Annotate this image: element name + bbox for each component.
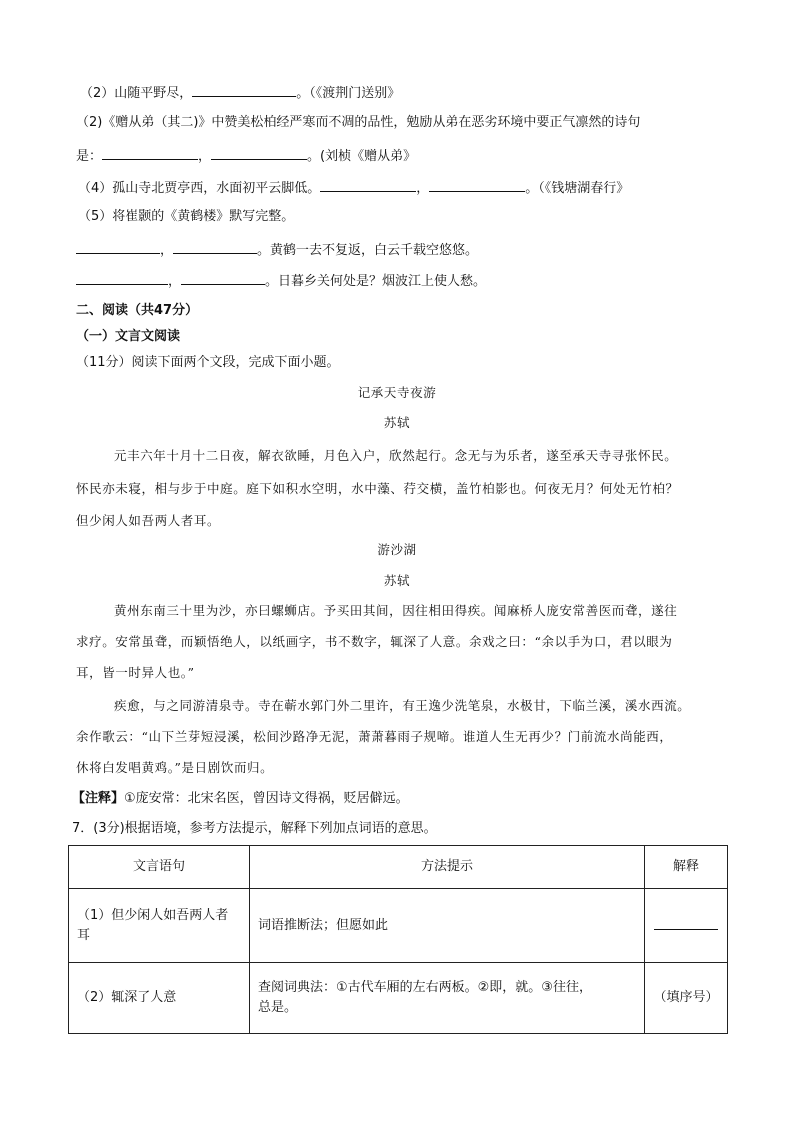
answer-blank[interactable]	[192, 82, 296, 97]
answer-blank[interactable]	[76, 270, 168, 285]
hint-cell	[250, 889, 645, 963]
q4-prefix: （4）孤山寺北贾亭西，水面初平云脚低。	[78, 181, 321, 196]
passage-2-line: 余作歌云：“山下兰芽短浸溪，松间沙路净无泥，萧萧暮雨子规啼。谁道人生无再少？门前流水尚能西，	[76, 729, 673, 744]
passage-2-line: 休将白发唱黄鸡。”是日剧饮而归。	[76, 760, 274, 775]
question-7-title: 7．(3分)根据语境，参考方法提示，解释下列加点词语的意思。	[72, 821, 437, 836]
answer-blank[interactable]	[654, 915, 718, 930]
answer-cell[interactable]	[645, 963, 728, 1034]
annotation-label: 【注释】	[72, 791, 125, 806]
table-row	[69, 963, 728, 1034]
sentence-text: 耳	[77, 927, 91, 943]
question-5-line-1	[76, 239, 478, 261]
passage-2-title: 游沙湖	[377, 542, 417, 557]
column-header: 方法提示	[250, 846, 645, 889]
table-row	[69, 889, 728, 963]
hint-text: 查阅词典法：①古代车厢的左右两板。②即，就。③往往，	[258, 980, 592, 995]
sentence-text: （1）但少闲人如吾两人者	[77, 907, 229, 923]
passage-1-line: 但少闲人如吾两人者耳。	[76, 513, 221, 528]
table-header-row	[69, 846, 728, 889]
q5-sep: ，	[168, 274, 182, 289]
q5-line1-suffix: 。黄鹤一去不复返，白云千载空悠悠。	[257, 243, 479, 258]
subsection-title: （一）文言文阅读	[76, 329, 181, 344]
section-title: 二、阅读（共47分）	[76, 303, 199, 318]
q2-suffix: 。（《渡荆门送别》	[296, 86, 401, 101]
annotation	[72, 789, 409, 809]
question-2-line	[80, 82, 400, 104]
passage-2-line: 黄州东南三十里为沙，亦曰螺蛳店。予买田其间，因往相田得疾。闻麻桥人庞安常善医而聋，遂往	[114, 603, 678, 618]
answer-blank[interactable]	[211, 145, 307, 160]
q3-sep: ，	[198, 149, 212, 164]
question-3-line-1: （2)《赠从弟（其二)》中赞美松柏经严寒而不凋的品性，勉励从弟在恶劣环境中要正气凛然的诗句	[76, 115, 641, 130]
passage-1-author: 苏轼	[383, 415, 411, 430]
passage-1-line: 元丰六年十月十二日夜，解衣欲睡，月色入户，欣然起行。念无与为乐者，遂至承天寺寻张怀民。	[114, 448, 678, 463]
sentence-cell	[69, 963, 250, 1034]
q5-line2-suffix: 。日暮乡关何处是？烟波江上使人愁。	[265, 274, 487, 289]
hint-text: 词语推断法；但愿如此	[258, 917, 389, 933]
passage-2-line: 耳，皆一时异人也。”	[76, 665, 195, 680]
passage-2-line: 求疗。安常虽聋，而颖悟绝人，以纸画字，书不数字，辄深了人意。余戏之曰：“余以手为口，君以眼为	[76, 634, 673, 649]
q4-suffix: 。（《钱塘湖春行》	[525, 181, 630, 196]
answer-blank[interactable]	[76, 239, 160, 254]
annotation-text: ①庞安常：北宋名医，曾因诗文得祸，贬居僻远。	[124, 791, 409, 806]
hint-cell	[250, 963, 645, 1034]
answer-blank[interactable]	[181, 270, 265, 285]
q3-prefix: 是：	[76, 149, 103, 164]
answer-blank[interactable]	[173, 239, 257, 254]
answer-hint: （填序号）	[653, 990, 719, 1005]
q2-prefix: （2）山随平野尽，	[80, 86, 193, 101]
column-header: 文言语句	[69, 846, 250, 889]
passage-1-line: 怀民亦未寝，相与步于中庭。庭下如积水空明，水中藻、荇交横，盖竹柏影也。何夜无月？何处无竹柏？	[76, 481, 679, 496]
passage-2-line: 疾愈，与之同游清泉寺。寺在蕲水郭门外二里许，有王逸少洗笔泉，水极甘，下临兰溪，溪水西流。	[114, 698, 691, 713]
question-3-line-2	[76, 145, 416, 167]
sentence-cell	[69, 889, 250, 963]
passage-2-author: 苏轼	[383, 573, 411, 588]
q5-sep: ，	[160, 243, 174, 258]
question-5-title: （5）将崔颢的《黄鹤楼》默写完整。	[78, 209, 295, 224]
hint-text: 总是。	[258, 1000, 298, 1015]
column-header: 解释	[645, 846, 728, 889]
answer-cell[interactable]	[645, 889, 728, 963]
q3-suffix: 。(刘桢《赠从弟》	[307, 149, 417, 164]
answer-blank[interactable]	[102, 145, 198, 160]
q4-sep: ，	[416, 181, 430, 196]
passage-1-title: 记承天寺夜游	[357, 385, 437, 400]
question-7-table	[68, 845, 728, 1034]
question-5-line-2	[76, 270, 486, 292]
answer-blank[interactable]	[320, 177, 416, 192]
question-4-line	[78, 177, 629, 199]
answer-blank[interactable]	[429, 177, 525, 192]
reading-instructions: （11分）阅读下面两个文段，完成下面小题。	[76, 355, 340, 370]
sentence-text: （2）辄深了人意	[77, 990, 177, 1005]
